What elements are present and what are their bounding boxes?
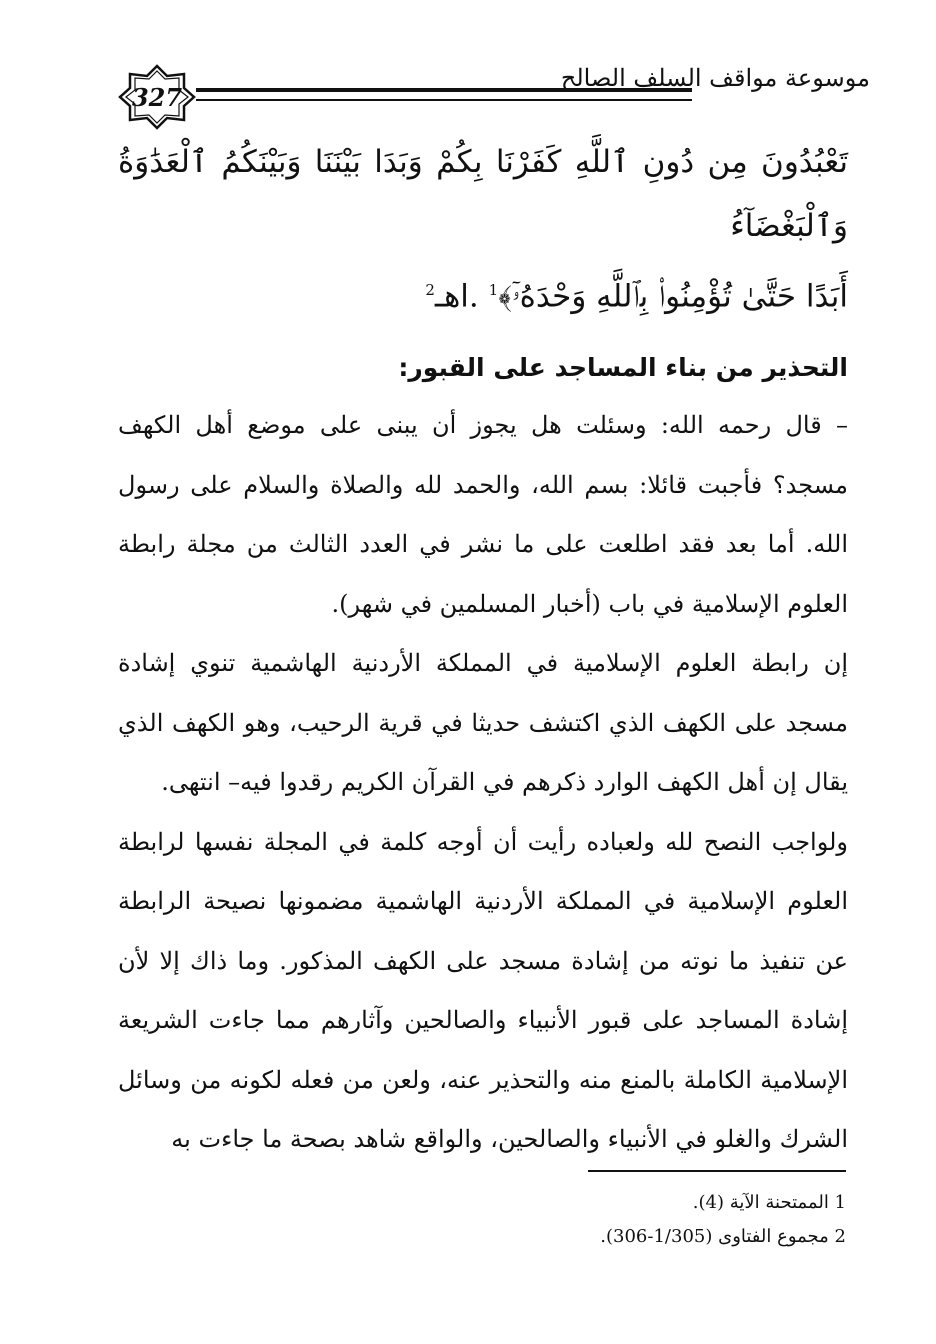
page-number: 327 bbox=[131, 82, 183, 112]
verse-text: أَبَدًا حَتَّىٰ تُؤْمِنُوا۟ بِٱللَّهِ وَحْدَهُۥٓ﴾ bbox=[498, 278, 848, 315]
verse-tail: .اهـ bbox=[434, 278, 479, 315]
footnotes bbox=[300, 1186, 846, 1254]
paragraph-1: – قال رحمه الله: وسئلت هل يجوز أن يبنى على موضع أهل الكهف مسجد؟ فأجبت قائلا: بسم الله، والحمد لله والصلاة والسلام على رسول الله. أما بعد فقد اطلعت على ما نشر في العدد الثالث من مجلة رابطة العلوم الإسلامية في باب (أخبار المسلمين في شهر). bbox=[118, 411, 848, 618]
section-heading: التحذير من بناء المساجد على القبور: bbox=[398, 353, 848, 383]
footnote-1: 1 الممتحنة الآية (4). bbox=[692, 1192, 846, 1213]
page-number-badge bbox=[118, 64, 196, 130]
footnote-separator bbox=[588, 1170, 846, 1172]
quran-verse-line-1: تَعْبُدُونَ مِن دُونِ ٱللَّهِ كَفَرْنَا بِكُمْ وَبَدَا بَيْنَنَا وَبَيْنَكُمُ ٱلْعَدَٰوَةُ وَٱلْبَغْضَآءُ bbox=[118, 144, 848, 244]
paragraph-2: إن رابطة العلوم الإسلامية في المملكة الأردنية الهاشمية تنوي إشادة مسجد على الكهف الذي اكتشف حديثا في قرية الرحيب، وهو الكهف الذي يقال إن أهل الكهف الوارد ذكرهم في القرآن الكريم رقدوا فيه– انتهى. bbox=[118, 649, 848, 797]
quran-verse-line-2 bbox=[118, 258, 848, 328]
book-title: موسوعة مواقف السلف الصالح bbox=[560, 64, 870, 92]
footnote-ref-2: 2 bbox=[425, 281, 435, 299]
footnote-2: 2 مجموع الفتاوى (1/305-306). bbox=[600, 1226, 846, 1247]
page-header bbox=[110, 58, 870, 128]
footnote-ref-1: 1 bbox=[488, 281, 499, 299]
paragraph-3: ولواجب النصح لله ولعباده رأيت أن أوجه كلمة في المجلة نفسها لرابطة العلوم الإسلامية في المملكة الأردنية الهاشمية مضمونها نصيحة الرابطة عن تنفيذ ما نوته من إشادة مسجد على الكهف المذكور. وما ذاك إلا لأن إشادة المساجد على قبور الأنبياء والصالحين وآثارهم مما جاءت الشريعة الإسلامية الكاملة بالمنع منه والتحذير عنه، ولعن من فعله لكونه من وسائل الشرك والغلو في الأنبياء والصالحين، والواقع شاهد بصحة ما جاءت به bbox=[118, 827, 849, 1154]
page-body bbox=[118, 130, 848, 1170]
